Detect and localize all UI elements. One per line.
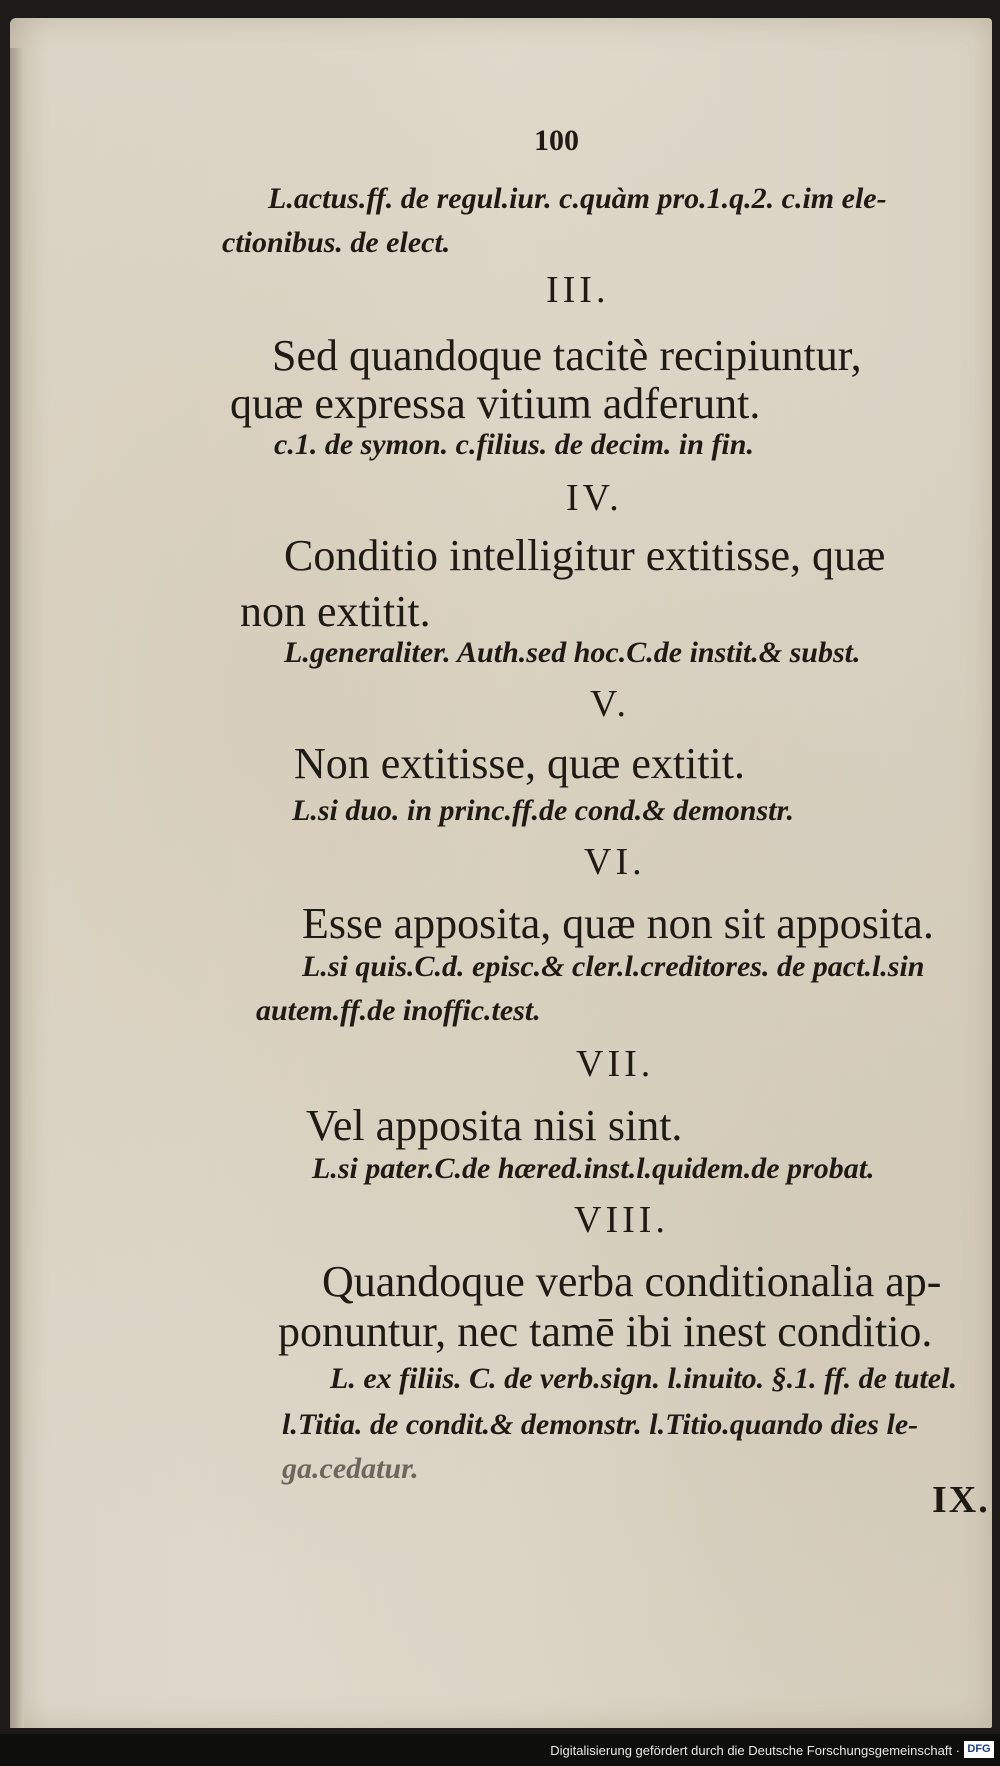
dfg-logo-icon: DFG — [964, 1741, 994, 1758]
citation-line: L.generaliter. Auth.sed hoc.C.de instit.& subst. — [284, 636, 861, 669]
section-number: VI. — [584, 841, 646, 883]
citation-line: L.actus.ff. de regul.iur. c.quàm pro.1.q.2. c.im ele- — [268, 182, 887, 215]
section-number: IV. — [566, 477, 623, 519]
citation-line: L.si pater.C.de hæred.inst.l.quidem.de probat. — [312, 1152, 875, 1185]
maxim-text: Sed quandoque tacitè recipiuntur, — [272, 331, 862, 380]
section-number: VII. — [576, 1043, 655, 1085]
citation-line: l.Titia. de condit.& demonstr. l.Titio.quando dies le- — [282, 1408, 919, 1441]
book-page — [10, 18, 992, 1728]
maxim-text: quæ expressa vitium adferunt. — [230, 379, 761, 428]
section-number: VIII. — [574, 1199, 669, 1241]
digitization-footer — [0, 1734, 1000, 1766]
maxim-text: Esse apposita, quæ non sit apposita. — [302, 899, 934, 948]
maxim-text: Non extitisse, quæ extitit. — [294, 739, 745, 788]
page-gutter — [10, 48, 24, 1728]
citation-line: L.si quis.C.d. episc.& cler.l.creditores. de pact.l.sin — [302, 950, 925, 983]
citation-line: L.si duo. in princ.ff.de cond.& demonstr. — [292, 794, 795, 827]
maxim-text: Conditio intelligitur extitisse, quæ — [284, 531, 886, 580]
citation-line: ga.cedatur. — [282, 1452, 419, 1485]
funding-notice: Digitalisierung gefördert durch die Deutsche Forschungsgemeinschaft · — [550, 1743, 960, 1758]
maxim-text: non extitit. — [240, 587, 431, 636]
citation-line: L. ex filiis. C. de verb.sign. l.inuito. §.1. ff. de tutel. — [330, 1362, 957, 1395]
citation-line: autem.ff.de inoffic.test. — [256, 994, 541, 1027]
section-number: III. — [546, 269, 610, 311]
page-number: 100 — [534, 124, 579, 157]
citation-line: ctionibus. de elect. — [222, 226, 451, 259]
maxim-text: ponuntur, nec tamē ibi inest conditio. — [278, 1307, 933, 1356]
citation-line: c.1. de symon. c.filius. de decim. in fin. — [274, 428, 754, 461]
catchword: IX. — [932, 1479, 990, 1521]
maxim-text: Vel apposita nisi sint. — [306, 1101, 683, 1150]
maxim-text: Quandoque verba conditionalia ap- — [322, 1257, 942, 1306]
section-number: V. — [590, 683, 631, 725]
